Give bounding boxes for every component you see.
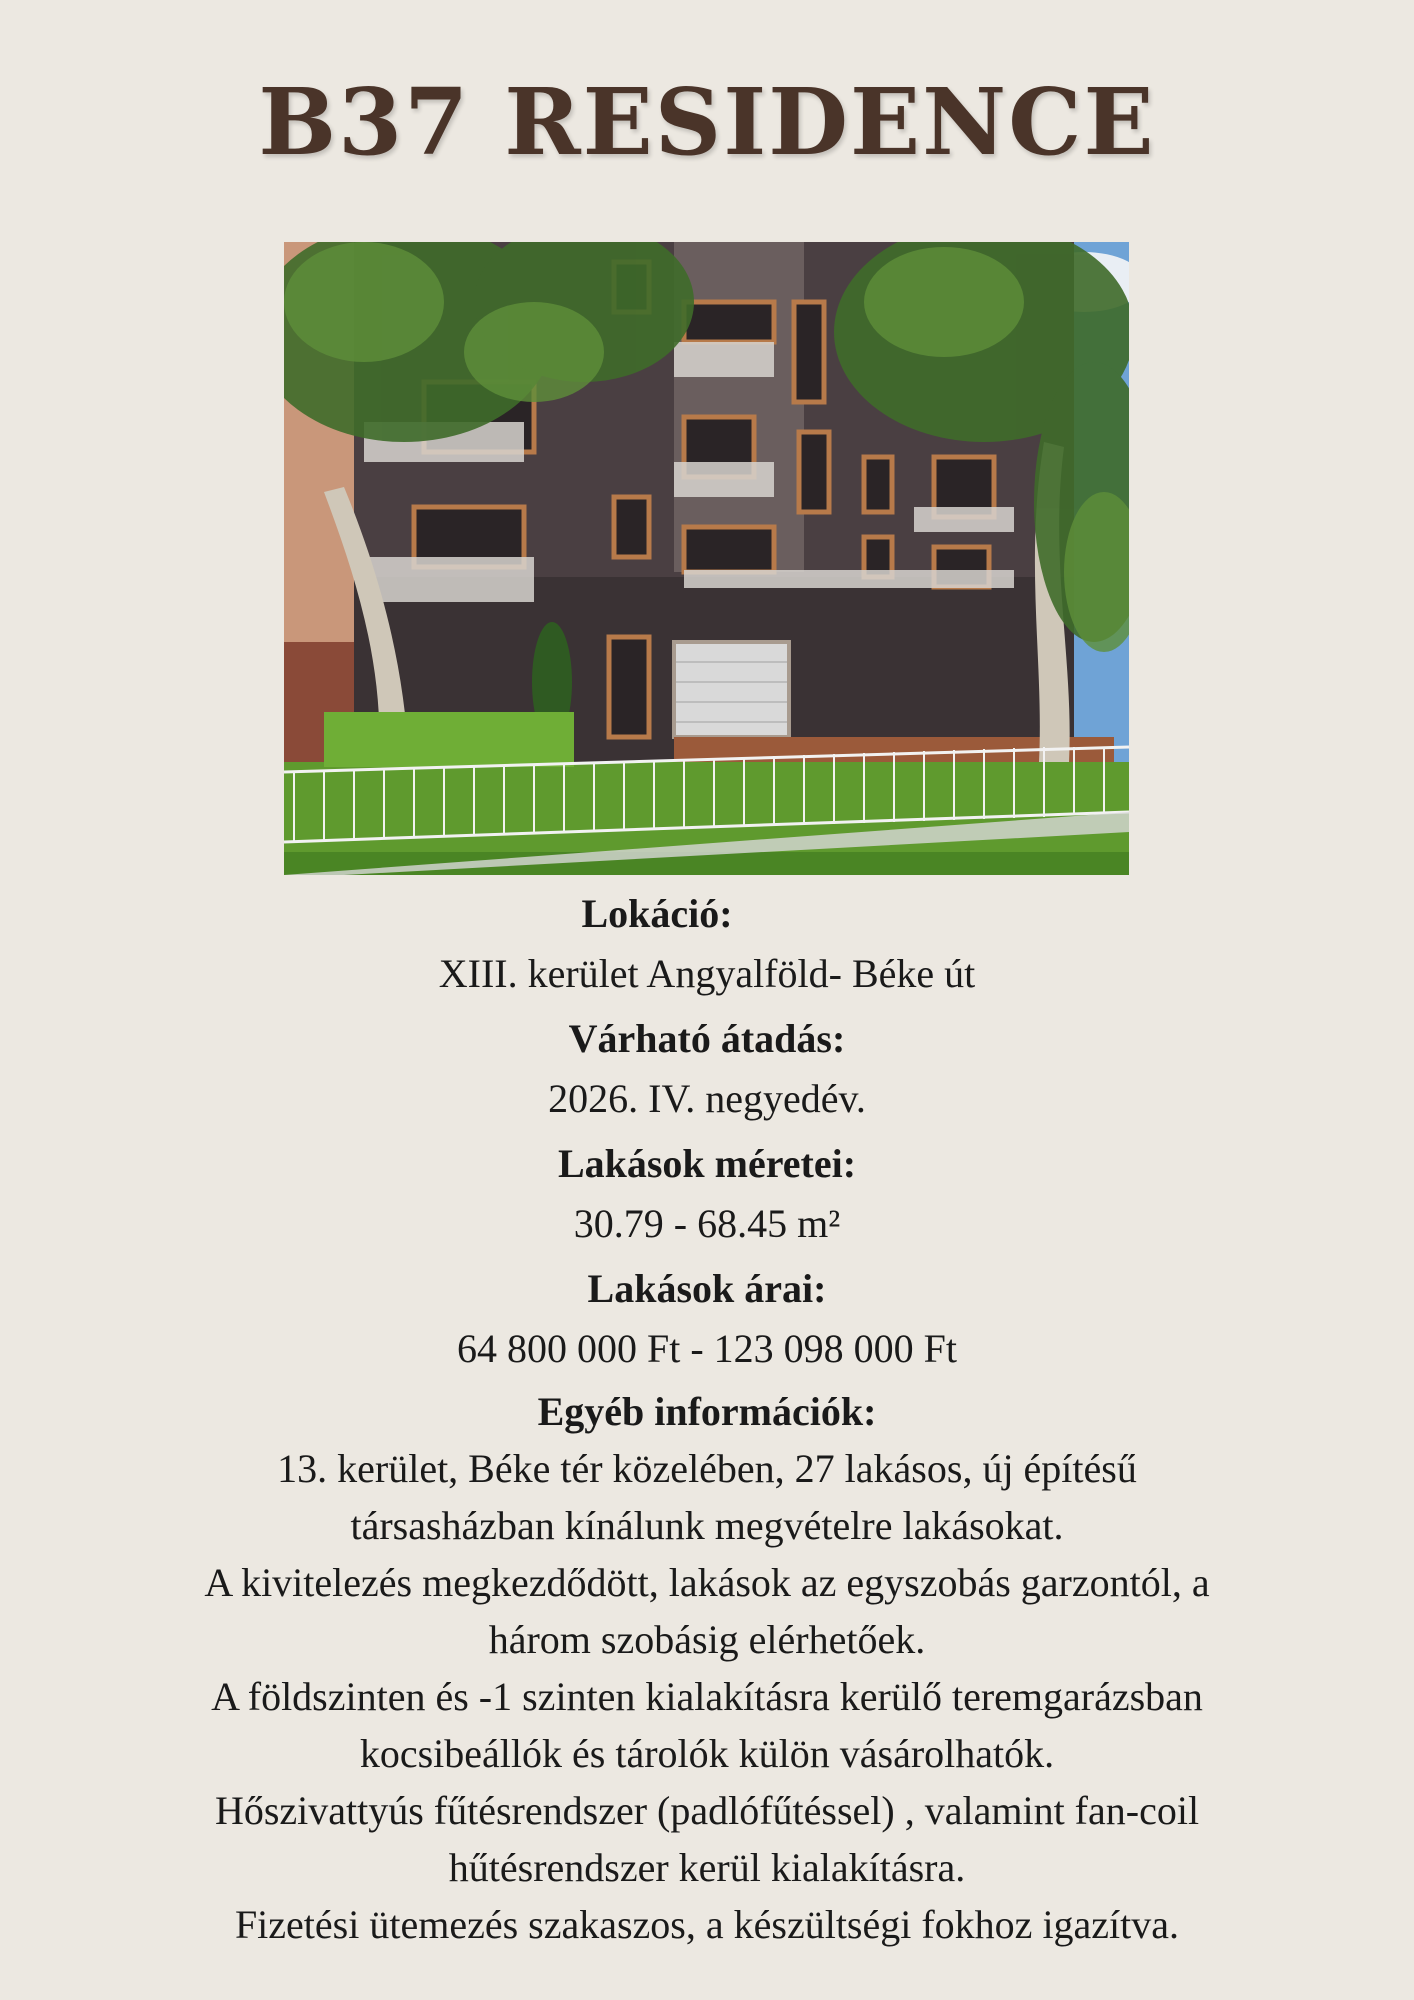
building-photo xyxy=(284,242,1129,875)
other-info-line: A kivitelezés megkezdődött, lakások az egyszobás garzontól, a xyxy=(204,1560,1210,1605)
other-info-line: társasházban kínálunk megvételre lakásokat. xyxy=(350,1503,1064,1548)
other-info-line: 13. kerület, Béke tér közelében, 27 lakásos, új építésű xyxy=(277,1446,1137,1491)
prices-value: 64 800 000 Ft - 123 098 000 Ft xyxy=(456,1326,958,1371)
handover-value: 2026. IV. negyedév. xyxy=(548,1076,866,1121)
page-title: B37 RESIDENCE xyxy=(258,68,1156,176)
location-value: XIII. kerület Angyalföld- Béke út xyxy=(438,951,976,996)
prices-label: Lakások árai: xyxy=(587,1266,827,1311)
other-info-line: A földszinten és -1 szinten kialakításra kerülő teremgarázsban xyxy=(211,1674,1203,1719)
other-info-label: Egyéb információk: xyxy=(537,1389,877,1434)
other-info-line: három szobásig elérhetőek. xyxy=(488,1617,926,1662)
other-info-line: Hőszivattyús fűtésrendszer (padlófűtéssel) , valamint fan-coil xyxy=(214,1788,1200,1833)
other-info-line: hűtésrendszer kerül kialakításra. xyxy=(448,1845,966,1890)
location-label: Lokáció: xyxy=(581,891,733,936)
other-info-line: Fizetési ütemezés szakaszos, a készültségi fokhoz igazítva. xyxy=(234,1902,1180,1947)
sizes-label: Lakások méretei: xyxy=(557,1141,857,1186)
sizes-value: 30.79 - 68.45 m² xyxy=(573,1201,841,1246)
handover-label: Várható átadás: xyxy=(568,1016,846,1061)
other-info-line: kocsibeállók és tárolók külön vásárolhatók. xyxy=(359,1731,1055,1776)
